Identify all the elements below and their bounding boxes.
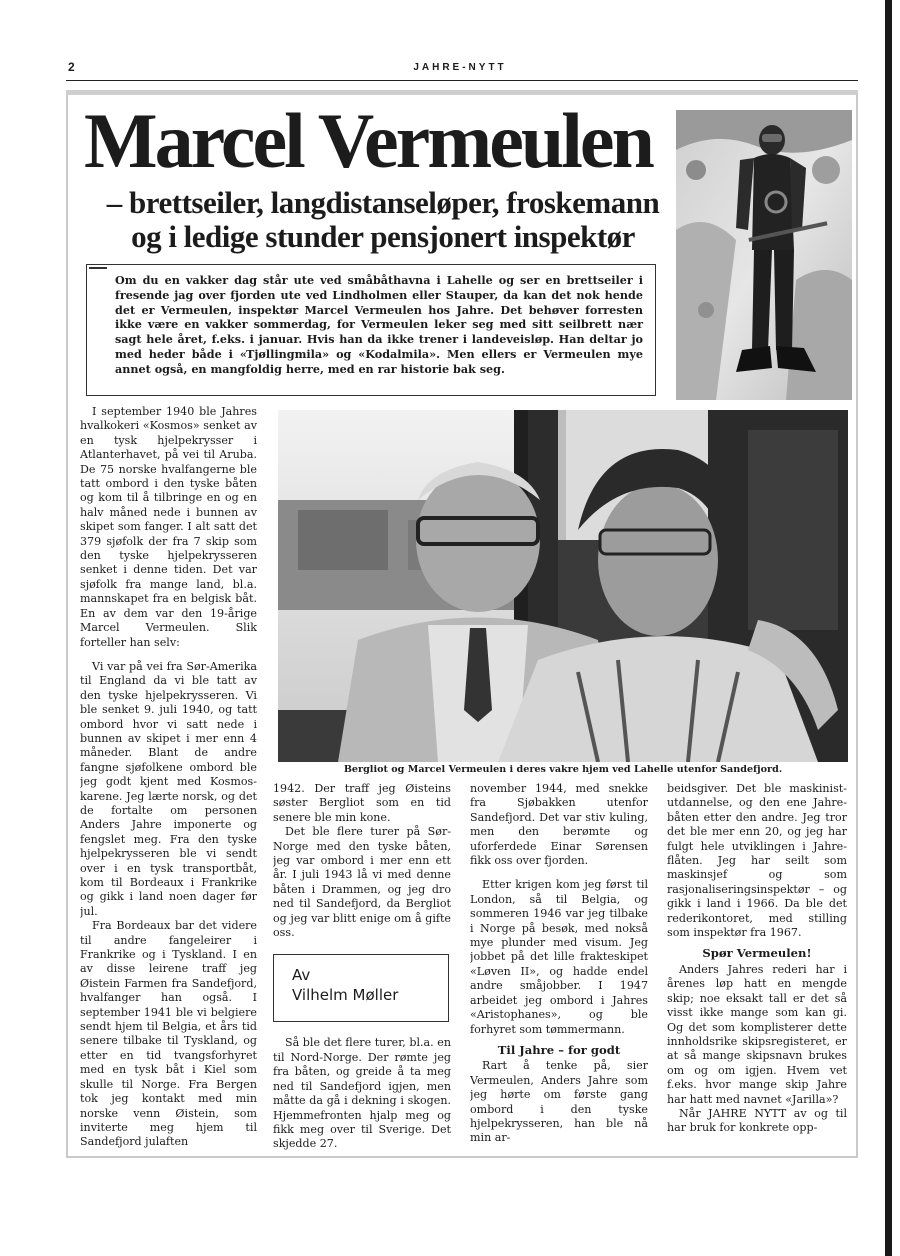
col4-paragraph: beidsgiver. Det ble maskinist-utdannelse, og den ene Jahre-båten etter den andre. Jeg tror det ble mer enn 20, og jeg har fulgt hele utviklingen i Jahre-flåten. Jeg har seilt som maskinsjef og som rasjonaliseringsinspektør – og gikk i land i 1966. Da ble det rederikontoret, med stilling som inspektør fra 1967. xyxy=(667,782,847,940)
subtitle-line-2: og i ledige stunder pensjonert inspektør xyxy=(131,219,635,254)
article-title: Marcel Vermeulen xyxy=(84,97,652,184)
col1-paragraph: I september 1940 ble Jahres hvalkokeri «Kosmos» senket av en tysk hjelpekrysser i Atlanterhavet, på vei til Aruba. De 75 norske hvalfangerne ble tatt ombord i den tyske båten og kom til å tilbringe en og en halv måned nede i bunnen av skipet som fanger. I alt satt det 379 sjøfolk der fra 7 skip som den tyske hjelpekrysseren senket i denne tiden. Det var sjøfolk fra mange land, bl.a. mannskapet fra en belgisk båt. En av dem var den 19-årige Marcel Vermeulen. Slik forteller han selv: xyxy=(80,405,257,649)
running-head: JAHRE-NYTT xyxy=(413,62,507,73)
lead-box xyxy=(86,264,656,396)
lead-paragraph: Om du en vakker dag står ute ved småbåthavna i Lahelle og ser en brettseiler i fresende jag over fjorden ute ved Lindholmen eller Stauper, da kan det nok hende det er Vermeulen, inspektør Marcel Vermeulen hos Jahre. Det behøver forresten ikke være en vakker sommerdag, for Vermeulen leker seg med sitt seilbrett nær sagt hele året, f.eks. i januar. Hvis han da ikke trener i landeveisløp. Han deltar jo med heder både i «Tjøllingmila» og «Kodalmila». Men ellers er Vermeulen mye annet også, en mangfoldig herre, med en rar historie bak seg. xyxy=(115,273,643,376)
article-subtitle xyxy=(88,186,678,254)
col4-paragraph: Anders Jahres rederi har i årenes løp hatt en mengde skip; noe eksakt tall er det så visst ikke mange som kan gi. Og det som komplisterer dette innholdsrike skipsregisteret, er at så mange skipsnavn brukes om og om igjen. Hvem vet f.eks. hvor mange skip Jahre har hatt med navnet «Jarilla»? xyxy=(667,962,847,1106)
column-4 xyxy=(667,782,847,1154)
header-rule xyxy=(66,80,858,81)
col3-paragraph: Etter krigen kom jeg først til London, så til Belgia, og sommeren 1946 var jeg tilbake i Norge på besøk, med nokså mye plunder med visum. Jeg jobbet på det lille frakteskipet «Løven II», og hadde endel andre småjobber. I 1947 arbeidet jeg ombord i Jahres «Aristophanes», og ble forhyret som tømmermann. xyxy=(470,878,648,1036)
byline-box xyxy=(273,954,449,1022)
couple-photo xyxy=(278,410,848,762)
page-number: 2 xyxy=(68,60,75,74)
column-1 xyxy=(80,405,257,1153)
col2-paragraph: 1942. Der traff jeg Øisteins søster Bergliot som en tid senere ble min kone. xyxy=(273,782,451,824)
diver-photo xyxy=(676,110,852,400)
subhead-spor-vermeulen: Spør Vermeulen! xyxy=(702,946,812,961)
column-2 xyxy=(273,782,451,1154)
subhead-til-jahre: Til Jahre – for godt xyxy=(497,1042,621,1057)
byline-author: Vilhelm Møller xyxy=(292,986,399,1005)
col3-paragraph: Rart å tenke på, sier Vermeulen, Anders Jahre som jeg hørte om første gang ombord i den tyske hjelpekrysseren, han ble nå min ar- xyxy=(470,1059,648,1145)
col3-paragraph: november 1944, med snekke fra Sjøbakken utenfor Sandefjord. Det var stiv kuling, men den berømte og uforferdede Einar Sørensen fikk oss over fjorden. xyxy=(470,782,648,868)
byline-prefix: Av xyxy=(292,966,311,985)
photo-caption: Bergliot og Marcel Vermeulen i deres vakre hjem ved Lahelle utenfor Sandefjord. xyxy=(343,764,783,775)
col2-paragraph: Så ble det flere turer, bl.a. en til Nord-Norge. Der rømte jeg fra båten, og greide å ta meg ned til Sandefjord igjen, men måtte da gå i dekning i skogen. Hjemmefronten hjalp meg og fikk meg over til Sverige. Det skjedde 27. xyxy=(273,1036,451,1151)
col1-paragraph: Fra Bordeaux bar det videre til andre fangeleirer i Frankrike og i Tyskland. I en av disse leirene traff jeg Øistein Farmen fra Sandefjord, hvalfanger han også. I september 1941 ble vi belgiere sendt hjem til Belgia, et års tid senere tilbake til Tyskland, og etter en tid tvangsforhyret med en tysk båt i Kiel som skulle til Norge. Fra Bergen tok jeg kontakt med min norske venn Øistein, som inviterte meg hjem til Sandefjord julaften xyxy=(80,919,257,1149)
col2-paragraph: Det ble flere turer på Sør-Norge med den tyske båten, jeg var ombord i mer enn ett år. I juli 1943 lå vi med denne båten i Drammen, og jeg dro ned til Sandefjord, da Bergliot og jeg var blitt enige om å gifte oss. xyxy=(273,825,451,940)
page-edge-bar xyxy=(885,0,892,1256)
col4-paragraph: Når JAHRE NYTT av og til har bruk for konkrete opp- xyxy=(667,1106,847,1135)
article-frame-top-bar xyxy=(66,90,858,95)
subtitle-line-1: – brettseiler, langdistanseløper, froskemann xyxy=(106,185,660,220)
col1-paragraph: Vi var på vei fra Sør-Amerika til England da vi ble tatt av den tyske hjelpekrysseren. Vi ble senket 9. juli 1940, og tatt ombord hvor vi satt nede i bunnen av skipet i mer enn 4 måneder. Blant de andre fangne sjøfolkene ombord ble jeg godt kjent med Kosmos-karene. Jeg lærte norsk, og det de fortalte om personen Anders Jahre imponerte og fengslet meg. Fra den tyske hjelpekrysseren ble vi sendt over i en tysk transportbåt, kom til Bordeaux i Frankrike og gikk i land noen dager før jul. xyxy=(80,659,257,918)
column-3 xyxy=(470,782,648,1154)
lead-corner-rule xyxy=(89,267,107,269)
